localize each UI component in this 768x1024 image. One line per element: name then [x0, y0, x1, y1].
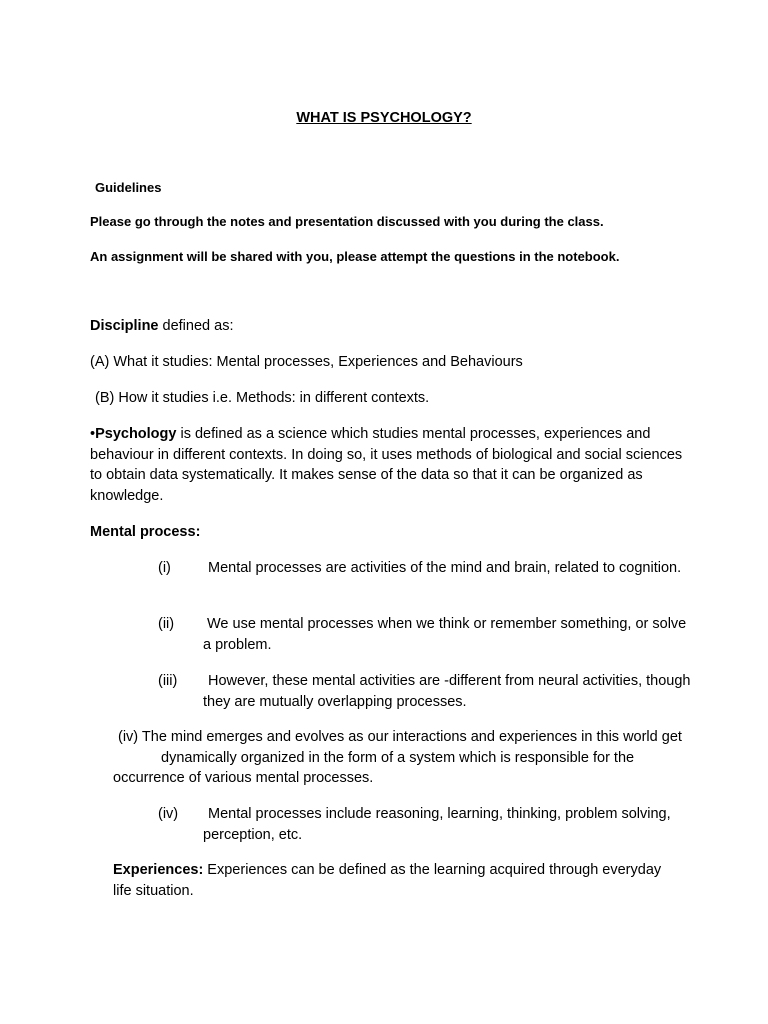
iv-paragraph-start: (iv) The mind emerges and evolves as our interactions and experiences in this world get — [118, 729, 682, 745]
discipline-b: (B) How it studies i.e. Methods: in different contexts. — [95, 390, 430, 406]
list-item-text: Mental processes include reasoning, learning, thinking, problem solving, perception, etc. — [203, 806, 671, 843]
discipline-term: Discipline — [90, 318, 159, 334]
list-item-text: We use mental processes when we think or remember something, or solve a problem. — [203, 616, 687, 653]
page-title: WHAT IS PSYCHOLOGY? — [296, 110, 472, 126]
list-item-text: Mental processes are activities of the mind and brain, related to cognition. — [208, 560, 682, 576]
list-item-number: (iii) — [158, 673, 178, 689]
mental-process-iv-paragraph — [113, 727, 693, 789]
experiences-definition — [113, 860, 673, 901]
experiences-rest: Experiences can be defined as the learning acquired through everyday life situation. — [113, 862, 662, 899]
guidelines-line-2: An assignment will be shared with you, please attempt the questions in the notebook. — [90, 249, 620, 264]
list-item-number: (ii) — [158, 616, 175, 632]
list-item — [158, 804, 698, 845]
list-item — [158, 614, 698, 655]
psychology-rest: is defined as a science which studies mental processes, experiences and behaviour in different contexts. In doing so, it uses methods of biological and social sciences to obtain data systematically. It makes sense of the data so that it can be organized as knowledge. — [90, 426, 683, 504]
mental-process-heading: Mental process: — [90, 524, 201, 540]
list-item — [158, 671, 698, 712]
list-item-number: (iv) — [158, 806, 179, 822]
list-item-number: (i) — [158, 560, 171, 576]
discipline-rest: defined as: — [158, 318, 234, 334]
discipline-a: (A) What it studies: Mental processes, Experiences and Behaviours — [90, 354, 523, 370]
bullet: • — [90, 426, 96, 442]
list-item — [158, 558, 698, 579]
list-item-text: However, these mental activities are -different from neural activities, though they are mutually overlapping processes. — [203, 673, 691, 710]
psychology-definition — [90, 424, 690, 506]
discipline-definition — [90, 316, 233, 337]
experiences-term: Experiences: — [113, 862, 204, 878]
guidelines-line-1: Please go through the notes and presentation discussed with you during the class. — [90, 214, 604, 229]
guidelines-heading: Guidelines — [95, 180, 162, 195]
iv-paragraph-end: dynamically organized in the form of a system which is responsible for the occurrence of various mental processes. — [113, 749, 635, 786]
psychology-term: Psychology — [95, 426, 177, 442]
